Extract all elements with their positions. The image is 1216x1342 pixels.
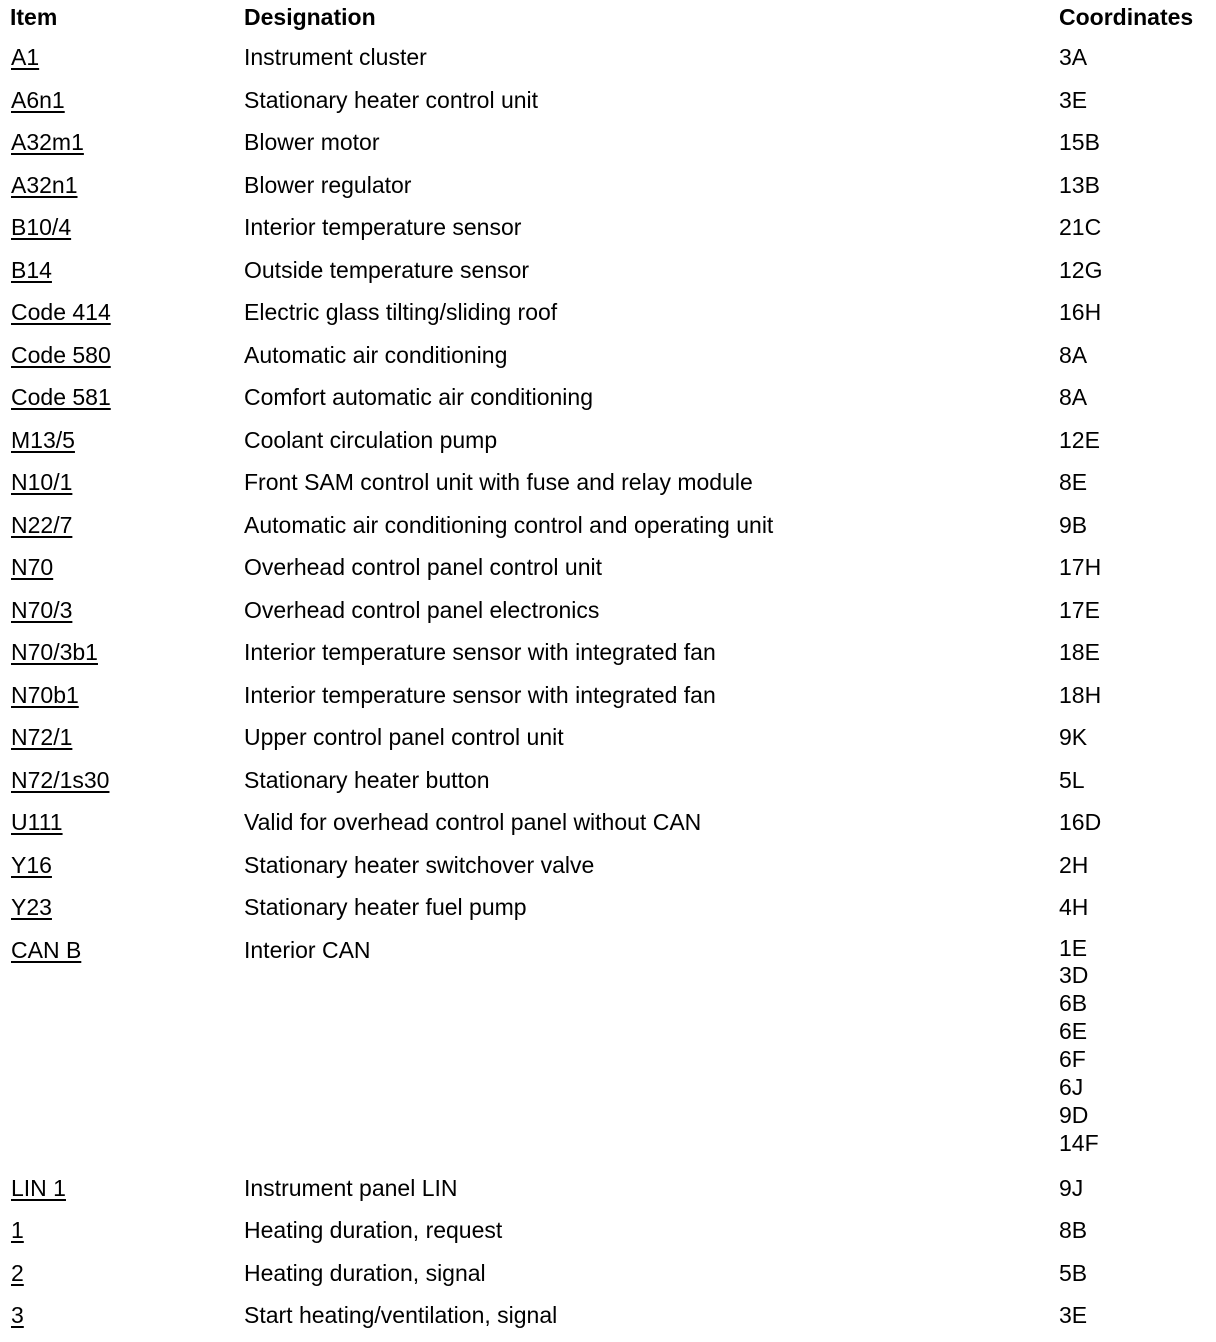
- table-row: [0, 593, 1216, 636]
- designation-text: Electric glass tilting/sliding roof: [244, 299, 558, 325]
- table-header: [0, 0, 1216, 40]
- item-link[interactable]: Y23: [11, 894, 52, 920]
- coordinates-value: 17E: [1059, 596, 1100, 623]
- designation-text: Instrument panel LIN: [244, 1174, 458, 1201]
- item-link[interactable]: M13/5: [11, 426, 75, 453]
- item-link[interactable]: A32m1: [11, 129, 84, 155]
- table-row: [0, 1171, 1216, 1214]
- designation-text: Coolant circulation pump: [244, 426, 498, 453]
- item-link[interactable]: N70/3b1: [11, 639, 98, 665]
- designation-text: Blower motor: [244, 129, 380, 155]
- coordinates-value: 16D: [1059, 809, 1102, 835]
- table-row-can-b: [0, 933, 1216, 1171]
- table-row: [0, 465, 1216, 508]
- table-row: [0, 40, 1216, 83]
- table-row: [0, 83, 1216, 126]
- table-row: [0, 125, 1216, 168]
- item-link[interactable]: Code 414: [11, 299, 111, 325]
- table-row: [0, 1213, 1216, 1256]
- table-row: [0, 720, 1216, 763]
- designation-text: Instrument cluster: [244, 44, 427, 70]
- designation-text: Interior CAN: [244, 936, 371, 963]
- designation-text: Blower regulator: [244, 171, 412, 198]
- item-link[interactable]: Code 581: [11, 384, 111, 410]
- item-link[interactable]: 1: [11, 1217, 24, 1243]
- table-row: [0, 168, 1216, 211]
- coordinates-value: 8A: [1059, 341, 1088, 368]
- table-body-tail: [0, 1171, 1216, 1341]
- coordinates-value: 4H: [1059, 894, 1089, 920]
- item-link[interactable]: CAN B: [11, 936, 82, 963]
- coordinate-value: 6J: [1059, 1074, 1084, 1101]
- table-row: [0, 890, 1216, 933]
- header-item: Item: [10, 4, 58, 30]
- table-row: [0, 635, 1216, 678]
- item-link[interactable]: U111: [11, 809, 63, 835]
- designation-text: Interior temperature sensor with integrated fan: [244, 639, 716, 665]
- table-row: [0, 848, 1216, 891]
- item-link[interactable]: 3: [11, 1302, 24, 1328]
- coordinates-value: 3E: [1059, 86, 1088, 113]
- table-row: [0, 295, 1216, 338]
- item-link[interactable]: N70: [11, 554, 54, 580]
- coordinates-list: [1059, 935, 1099, 1158]
- coordinates-value: 21C: [1059, 214, 1102, 240]
- table-row: [0, 508, 1216, 551]
- coordinates-value: 9J: [1059, 1174, 1084, 1201]
- coordinates-value: 15B: [1059, 129, 1100, 155]
- table-row: [0, 338, 1216, 381]
- designation-text: Heating duration, signal: [244, 1259, 486, 1286]
- coordinate-value: 9D: [1059, 1101, 1089, 1128]
- item-link[interactable]: Code 580: [11, 341, 111, 368]
- table-row: [0, 678, 1216, 721]
- coordinates-value: 2H: [1059, 851, 1089, 878]
- coordinates-value: 12E: [1059, 426, 1100, 453]
- coordinate-value: 6F: [1059, 1046, 1086, 1073]
- coordinates-value: 9K: [1059, 724, 1088, 750]
- coordinates-value: 3A: [1059, 44, 1088, 70]
- designation-text: Interior temperature sensor with integrated fan: [244, 681, 716, 708]
- item-link[interactable]: N70/3: [11, 596, 73, 623]
- designation-text: Valid for overhead control panel without CAN: [244, 809, 702, 835]
- coordinates-value: 8A: [1059, 384, 1088, 410]
- designation-text: Stationary heater switchover valve: [244, 851, 595, 878]
- item-link[interactable]: B10/4: [11, 214, 72, 240]
- coordinates-value: 18H: [1059, 681, 1102, 708]
- item-link[interactable]: N70b1: [11, 681, 79, 708]
- designation-text: Automatic air conditioning control and operating unit: [244, 511, 774, 538]
- designation-text: Stationary heater fuel pump: [244, 894, 527, 920]
- item-link[interactable]: 2: [11, 1259, 24, 1286]
- designation-text: Interior temperature sensor: [244, 214, 522, 240]
- item-link[interactable]: B14: [11, 256, 52, 283]
- table-row: [0, 550, 1216, 593]
- coordinates-value: 13B: [1059, 171, 1100, 198]
- coordinate-value: 6E: [1059, 1018, 1088, 1045]
- coordinates-value: 3E: [1059, 1302, 1088, 1328]
- coordinates-value: 5L: [1059, 766, 1085, 793]
- table-row: [0, 423, 1216, 466]
- designation-text: Front SAM control unit with fuse and relay module: [244, 469, 753, 495]
- item-link[interactable]: A1: [11, 44, 40, 70]
- coordinates-value: 16H: [1059, 299, 1102, 325]
- designation-text: Overhead control panel control unit: [244, 554, 602, 580]
- header-designation: Designation: [244, 4, 376, 30]
- table-row: [0, 380, 1216, 423]
- header-coordinates: Coordinates: [1059, 4, 1194, 30]
- designation-text: Outside temperature sensor: [244, 256, 530, 283]
- item-link[interactable]: N22/7: [11, 511, 73, 538]
- table-row: [0, 805, 1216, 848]
- designation-text: Heating duration, request: [244, 1217, 503, 1243]
- item-link[interactable]: N10/1: [11, 469, 73, 495]
- coordinates-value: 5B: [1059, 1259, 1088, 1286]
- coordinates-value: 8B: [1059, 1217, 1088, 1243]
- coordinates-value: 18E: [1059, 639, 1100, 665]
- coordinates-value: 12G: [1059, 256, 1103, 283]
- coordinate-value: 3D: [1059, 962, 1089, 989]
- designation-text: Stationary heater button: [244, 766, 490, 793]
- item-link[interactable]: LIN 1: [11, 1174, 66, 1201]
- designation-text: Comfort automatic air conditioning: [244, 384, 593, 410]
- coordinates-value: 17H: [1059, 554, 1102, 580]
- designation-text: Automatic air conditioning: [244, 341, 508, 368]
- table-body: [0, 40, 1216, 933]
- coordinate-value: 1E: [1059, 934, 1088, 961]
- table-row: [0, 1256, 1216, 1299]
- coordinates-value: 8E: [1059, 469, 1088, 495]
- table-row: [0, 210, 1216, 253]
- table-row: [0, 253, 1216, 296]
- item-link[interactable]: N72/1: [11, 724, 73, 750]
- designation-text: Upper control panel control unit: [244, 724, 564, 750]
- item-link[interactable]: A32n1: [11, 171, 78, 198]
- item-link[interactable]: N72/1s30: [11, 766, 110, 793]
- designation-text: Overhead control panel electronics: [244, 596, 600, 623]
- table-row: [0, 763, 1216, 806]
- coordinate-value: 14F: [1059, 1129, 1099, 1156]
- item-link[interactable]: Y16: [11, 851, 52, 878]
- item-link[interactable]: A6n1: [11, 86, 65, 113]
- table-row: [0, 1298, 1216, 1341]
- designation-text: Stationary heater control unit: [244, 86, 539, 113]
- coordinates-value: 9B: [1059, 511, 1088, 538]
- designation-text: Start heating/ventilation, signal: [244, 1302, 558, 1328]
- coordinate-value: 6B: [1059, 990, 1088, 1017]
